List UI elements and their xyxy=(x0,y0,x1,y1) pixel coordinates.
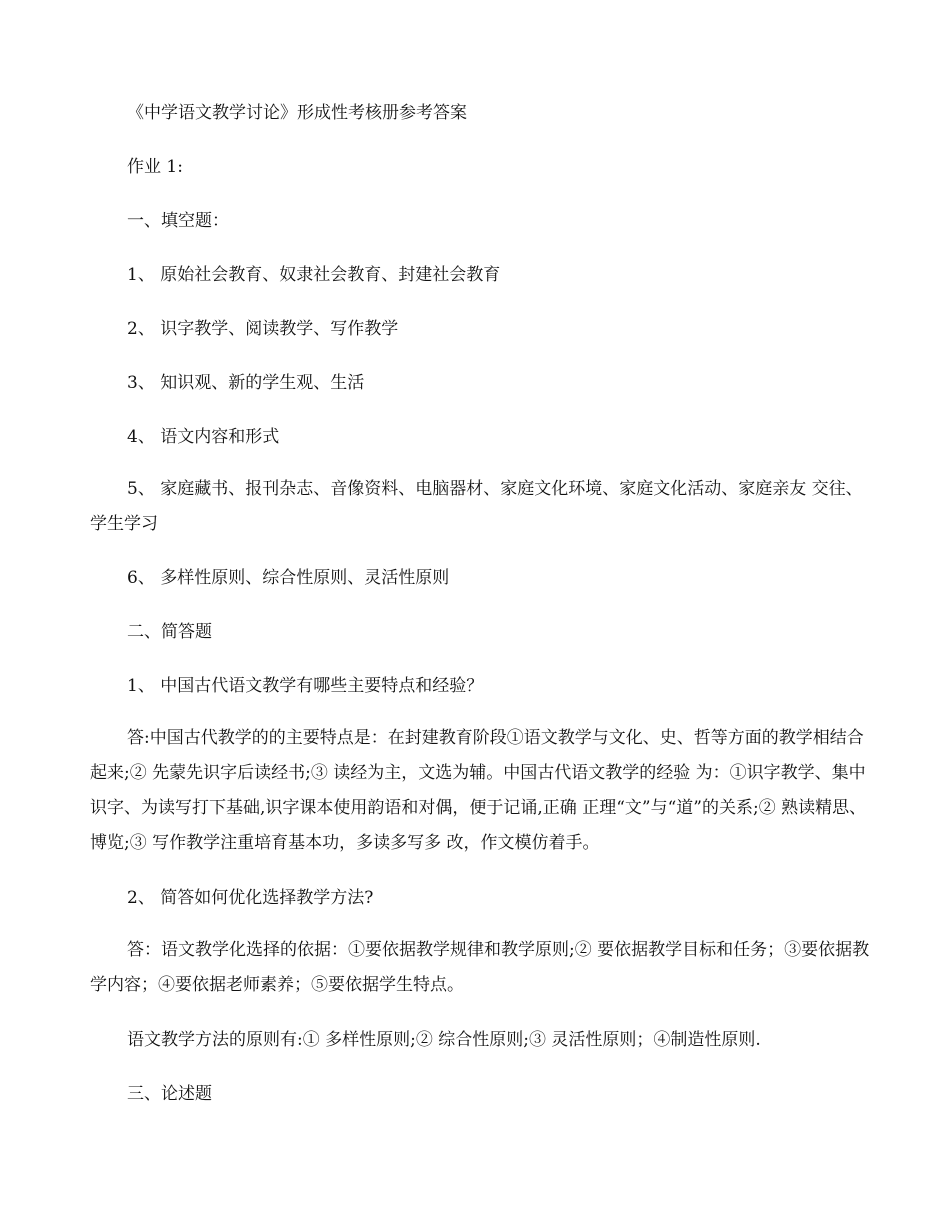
fill-answer-5: 5、 家庭藏书、报刊杂志、音像资料、电脑器材、家庭文化环境、家庭文化活动、家庭亲友 交往、学生学习 xyxy=(90,479,863,534)
fill-answer-6: 6、 多样性原则、综合性原则、灵活性原则 xyxy=(127,568,450,588)
document-title: 《中学语文教学讨论》形成性考核册参考答案 xyxy=(127,103,467,123)
homework-heading: 作业 1: xyxy=(127,157,183,177)
answer-2-principles: 语文教学方法的原则有:① 多样性原则;② 综合性原则;③ 灵活性原则；④制造性原则. xyxy=(127,1030,761,1050)
fill-answer-2: 2、 识字教学、阅读教学、写作教学 xyxy=(127,319,399,339)
answer-2: 答：语文教学化选择的依据：①要依据教学规律和教学原则;② 要依据教学目标和任务；③要依据教学内容；④要依据老师素养；⑤要依据学生特点。 xyxy=(90,940,870,995)
section-essay-heading: 三、论述题 xyxy=(127,1084,212,1104)
section-short-answer-heading: 二、简答题 xyxy=(127,622,212,642)
fill-answer-3: 3、 知识观、新的学生观、生活 xyxy=(127,373,365,393)
question-2: 2、 简答如何优化选择教学方法? xyxy=(127,888,374,908)
answer-1: 答:中国古代教学的的主要特点是：在封建教育阶段①语文教学与文化、史、哲等方面的教学相结合起来;② 先蒙先识字后读经书;③ 读经为主，文选为辅。中国古代语文教学的经验 为：①识字教学、集中识字、为读写打下基础,识字课本使用韵语和对偶，便于记诵,正确 正理“文”与“道”的关系;② 熟读精思、博览;③ 写作教学注重培育基本功，多读多写多 改，作文模仿着手。 xyxy=(90,728,867,853)
question-1: 1、 中国古代语文教学有哪些主要特点和经验？ xyxy=(127,676,484,696)
section-fill-heading: 一、填空题： xyxy=(127,211,229,231)
fill-answer-4: 4、 语文内容和形式 xyxy=(127,427,280,447)
fill-answer-1: 1、 原始社会教育、奴隶社会教育、封建社会教育 xyxy=(127,265,501,285)
